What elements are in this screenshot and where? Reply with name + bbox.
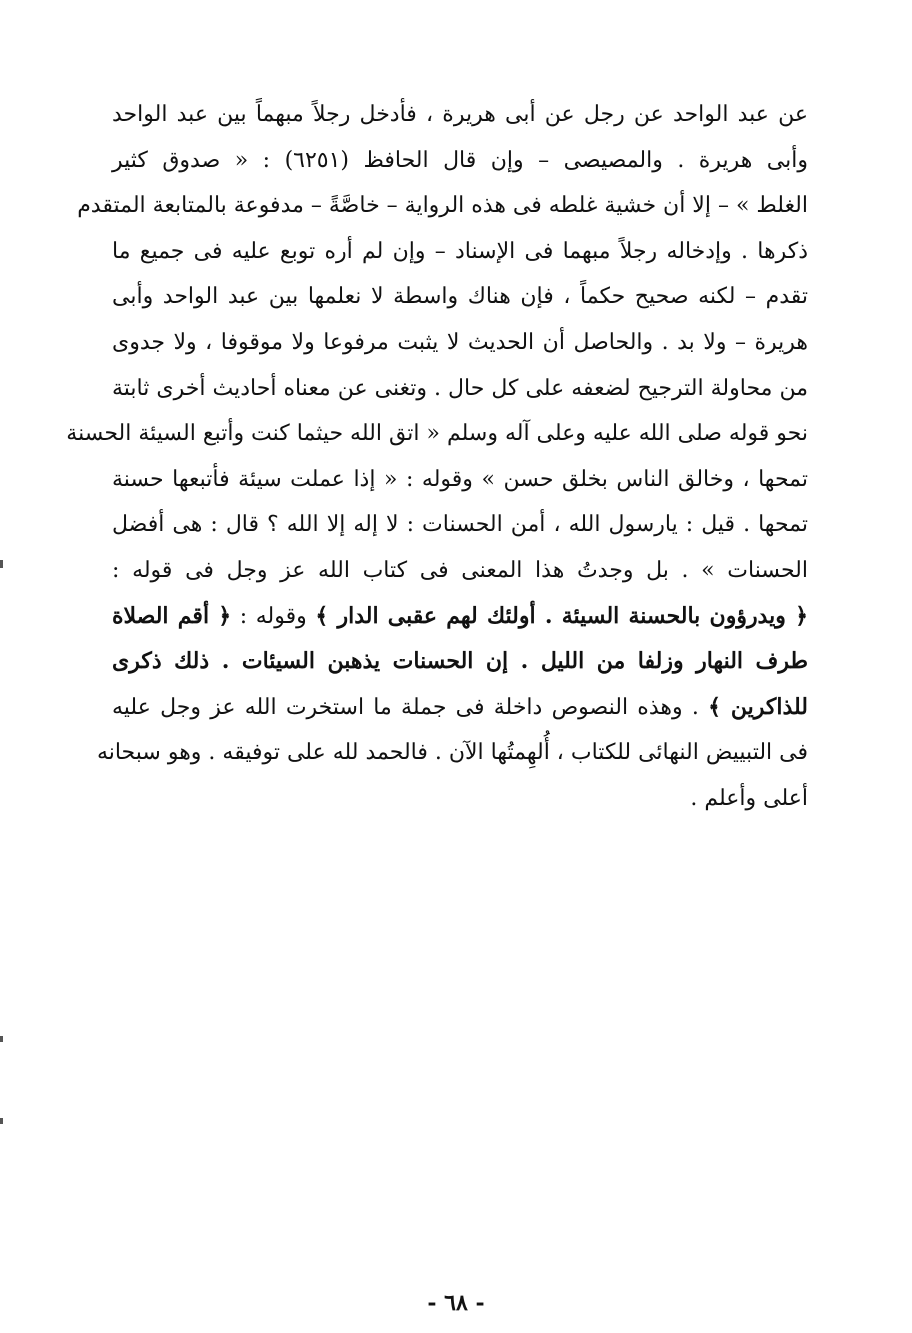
text-line: عن عبد الواحد عن رجل عن أبى هريرة ، فأدخل رجلاً مبهماً بين عبد الواحد (112, 102, 808, 127)
scan-edge-mark (0, 1036, 3, 1042)
text-line: فى التبييض النهائى للكتاب ، أُلهِمتُها الآن . فالحمد لله على توفيقه . وهو سبحانه (96, 740, 808, 766)
body-text (66, 92, 808, 822)
text-line: أعلى وأعلم . (690, 785, 808, 811)
quran-connector: وقوله : (231, 603, 316, 629)
text-line: من محاولة الترجيح لضعفه على كل حال . وتغنى عن معناه أحاديث أخرى ثابتة (112, 375, 808, 401)
text-line: نحو قوله صلى الله عليه وعلى آله وسلم « اتق الله حيثما كنت وأتبع السيئة الحسنة (66, 421, 808, 447)
text-line: الحسنات » . بل وجدتُ هذا المعنى فى كتاب الله عز وجل فى قوله : (112, 557, 808, 583)
quran-line (112, 594, 808, 640)
text-line: هريرة – ولا بد . والحاصل أن الحديث لا يثبت مرفوعا ولا موقوفا ، ولا جدوى (112, 329, 808, 355)
text-line: تمحها . قيل : يارسول الله ، أمن الحسنات : لا إله إلا الله ؟ قال : هى أفضل (112, 512, 808, 538)
scan-edge-mark (0, 1118, 3, 1124)
quran-verse-2-start: ﴿ أقم الصلاة (112, 602, 232, 629)
quran-verse-2-end: للذاكرين ﴾ (708, 693, 808, 720)
quran-verse-2-body: طرف النهار وزلفا من الليل . إن الحسنات يذهبن السيئات . ذلك ذكرى (112, 648, 808, 675)
text-line: الغلط » – إلا أن خشية غلطه فى هذه الرواية – خاصَّةً – مدفوعة بالمتابعة المتقدم (77, 193, 808, 219)
quran-verse-1: ﴿ ويدرؤون بالحسنة السيئة . أولئك لهم عقبى الدار ﴾ (315, 602, 808, 629)
text-line: وأبى هريرة . والمصيصى – وإن قال الحافظ (٦٢٥١) : « صدوق كثير (112, 147, 808, 173)
text-line: تمحها ، وخالق الناس بخلق حسن » وقوله : « إذا عملت سيئة فأتبعها حسنة (112, 466, 808, 492)
page-number: - ٦٨ - (427, 1290, 485, 1316)
text-line: ذكرها . وإدخاله رجلاً مبهما فى الإسناد – وإن لم أره توبع عليه فى جميع ما (112, 238, 808, 264)
scan-edge-mark (0, 560, 3, 568)
text-continuation: . وهذه النصوص داخلة فى جملة ما استخرت الله عز وجل عليه (112, 694, 709, 720)
quran-line (112, 685, 808, 731)
text-line: تقدم – لكنه صحيح حكماً ، فإن هناك واسطة لا نعلمها بين عبد الواحد وأبى (112, 284, 808, 310)
